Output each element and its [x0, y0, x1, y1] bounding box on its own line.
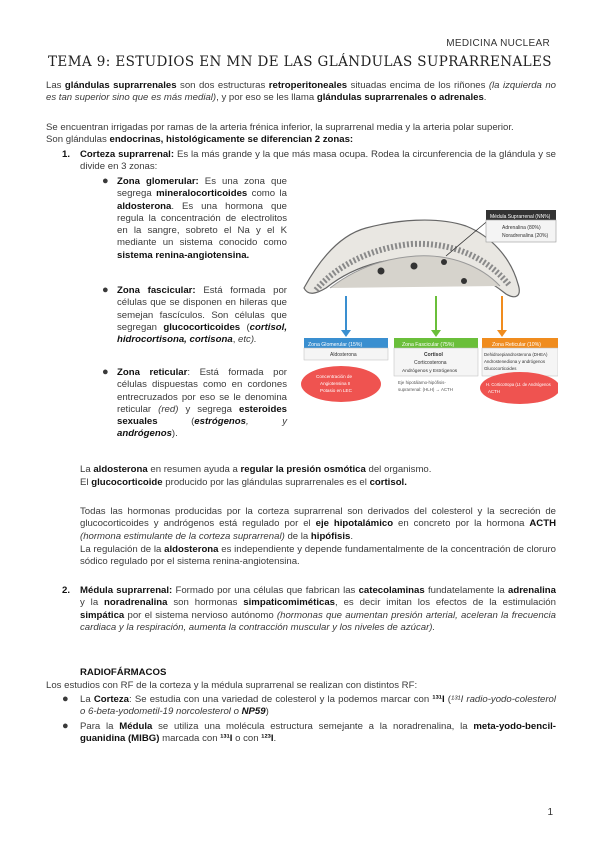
text-run: simpaticomiméticas	[243, 597, 336, 609]
reticular-line2: Androstenediona y andrógenos	[484, 359, 546, 364]
text-run: esteroides sexuales	[117, 403, 287, 428]
text-run: situadas encima de los riñones	[347, 80, 489, 91]
medulla-dot	[441, 259, 447, 265]
fascicular-title: Zona Fascicular (75%)	[402, 342, 455, 348]
text-run: aldosterona	[117, 200, 172, 212]
text-run: ,	[232, 334, 239, 346]
text-run: es independiente y depende fundamentalmente de la concentración de cloruro sódico regulado por el sistema renina-angiotensina.	[80, 544, 556, 568]
intro-paragraph	[46, 80, 556, 105]
glomerular-title: Zona Glomerular (15%)	[308, 342, 363, 348]
text-run: Formado por una células que fabrican las	[172, 585, 359, 596]
text-run: Corteza suprarrenal:	[80, 149, 175, 160]
medulla-dot	[378, 268, 385, 275]
reticular-title: Zona Reticular (10%)	[492, 342, 542, 348]
text-run: .	[350, 530, 354, 542]
text-run: , y por eso se les llama	[216, 92, 317, 104]
text-run: son hormonas	[167, 597, 244, 609]
text-run: : Está formada por células dispuestas como en cordones entrecruzados por eso se le denomina reticular	[117, 367, 287, 415]
text-run: retroperitoneales	[268, 80, 348, 91]
text-run: Es la más grande y la que más masa ocupa. Rodea la circunferencia de la glándula y se divide en 3 zonas:	[80, 149, 556, 173]
medulla-paragraph	[80, 585, 556, 634]
adrenal-figure	[296, 196, 558, 440]
medulla-line1: Adrenalina (80%)	[502, 225, 541, 231]
summary-regulation	[80, 544, 556, 569]
text-run: Corteza	[93, 694, 130, 705]
text-run: (red)	[158, 403, 179, 415]
reticular-bubble	[480, 372, 558, 404]
text-run: o con	[232, 733, 262, 745]
text-run: El	[80, 477, 92, 488]
text-run: ¹³¹I radio-yodo-colesterol o 6-beta-yodometil-19 norcolesterol o	[80, 694, 556, 718]
radio-bullet-medulla	[80, 721, 556, 746]
glomerular-bubble-2: Angiotensina II	[320, 381, 351, 386]
radio-heading: RADIOFÁRMACOS	[80, 667, 167, 678]
fascicular-note2: suprarrenal: (HLH) → ACTH	[398, 387, 453, 392]
summary-cortisol	[80, 477, 556, 489]
text-run: aldosterona	[93, 464, 148, 475]
reticular-bubble-2: ACTH	[488, 389, 500, 394]
bullet-glomerular: ●	[102, 175, 109, 187]
text-run: mineralocorticoides	[156, 188, 248, 200]
fascicular-line1: Cortisol	[424, 352, 443, 358]
text-run: (hormona estimulante de la corteza suprarrenal)	[80, 530, 285, 542]
text-run: Zona reticular	[117, 367, 188, 378]
text-run: y la	[80, 597, 105, 609]
text-run: eje hipotalámico	[315, 518, 394, 530]
text-run: glándulas suprarrenales	[64, 80, 177, 91]
medulla-box-title: Médula Suprarrenal (NN%)	[490, 214, 551, 220]
text-run: Para la	[80, 721, 120, 732]
arrow-fascicular-head	[431, 330, 441, 337]
text-run: La regulación de la	[80, 544, 165, 555]
bullet-medulla-rf: ●	[62, 720, 69, 732]
text-run: como la	[247, 188, 287, 200]
text-run: regular la presión osmótica	[240, 464, 366, 475]
text-run: se utiliza una molécula estructura semejante a la noradrenalina, la	[152, 721, 474, 732]
text-run: ¹³¹I	[220, 733, 233, 745]
text-run: Médula suprarrenal:	[80, 585, 173, 596]
text-run: por el sistema nervioso autónomo	[124, 609, 277, 621]
text-run: , y	[246, 416, 287, 428]
text-run: de la	[284, 530, 311, 542]
fascicular-line2: Corticosterona	[414, 360, 447, 366]
zones-intro	[46, 134, 556, 146]
zone-glomerular	[117, 176, 287, 262]
text-run: : Se estudia con una variedad de colesterol y la podemos marcar con	[129, 694, 433, 705]
text-run: catecolaminas	[358, 585, 425, 596]
text-run: ¹³¹I	[432, 694, 445, 705]
cortex-paragraph	[80, 149, 556, 174]
text-run: andrógenos	[117, 428, 172, 440]
text-run: del organismo.	[365, 464, 432, 475]
glomerular-line1: Aldosterona	[330, 352, 357, 358]
reticular-line3: Glucocorticoides	[484, 366, 517, 371]
text-run: simpática	[80, 609, 125, 621]
text-run: )	[265, 706, 269, 718]
page-title: TEMA 9: ESTUDIOS EN MN DE LAS GLÁNDULAS SUPRARRENALES	[48, 54, 552, 70]
text-run: glucocorticoide	[91, 477, 163, 488]
text-run: Es una zona que segrega	[117, 176, 287, 200]
fascicular-note1: Eje hipotálamo-hipófisis-	[398, 380, 446, 385]
text-run: meta-yodo-bencil-guanidina (MIBG)	[80, 721, 556, 745]
text-run: ).	[171, 428, 178, 440]
text-run: (	[240, 321, 250, 333]
summary-acth	[80, 506, 556, 543]
text-run: NP59	[241, 706, 266, 718]
medulla-line2: Noradrenalina (20%)	[502, 233, 549, 239]
text-run: La	[80, 464, 94, 475]
bullet-cortex-rf: ●	[62, 693, 69, 705]
text-run: fundatelamente la	[424, 585, 508, 596]
medulla-dot	[411, 263, 418, 270]
fascicular-line3: Andrógenos y Estrógenos	[402, 369, 458, 374]
text-run: ¹²³I	[261, 733, 274, 745]
text-run: hipófisis	[310, 530, 351, 542]
course-header: MEDICINA NUCLEAR	[446, 38, 550, 49]
text-run: noradrenalina	[104, 597, 168, 609]
summary-aldosterone	[80, 464, 556, 476]
medulla-dot	[461, 278, 467, 284]
radio-bullet-cortex	[80, 694, 556, 719]
text-run: aldosterona	[164, 544, 219, 555]
arrow-reticular-head	[497, 330, 507, 337]
text-run: y segrega	[178, 403, 239, 415]
text-run: . Es una hormona que regula la concentración de electrolitos en la sangre, sobreto el Na y el K mediante un sistema conocido como	[117, 200, 287, 249]
radio-intro: Los estudios con RF de la corteza y la médula suprarrenal se realizan con distintos RF:	[46, 680, 418, 691]
text-run: glucocorticoides	[163, 321, 241, 333]
text-run: etc).	[238, 334, 257, 346]
text-run: Está formada por células que se disponen en hileras que semejan fascículos. Son células que segregan	[117, 285, 287, 333]
text-run: .	[483, 92, 487, 104]
text-run: Las	[46, 80, 65, 91]
text-run: glándulas suprarrenales o adrenales	[316, 92, 484, 104]
glomerular-bubble-3: Potasio en LEC	[320, 388, 352, 393]
irrigation-text: Se encuentran irrigadas por ramas de la arteria frénica inferior, la suprarrenal media y la arteria polar superior.	[46, 122, 514, 133]
text-run: Zona fascicular:	[117, 285, 196, 296]
text-run: (	[157, 416, 195, 428]
bullet-reticular: ●	[102, 366, 109, 378]
text-run: (la izquierda no es tan superior sino que es más medial)	[46, 80, 557, 104]
item2-number: 2.	[62, 585, 71, 596]
text-run: Zona glomerular:	[117, 176, 199, 187]
text-run: sistema renina-angiotensina.	[117, 249, 250, 261]
text-run: marcada con	[159, 733, 221, 745]
text-run: estrógenos	[194, 416, 246, 428]
item1-number: 1.	[62, 149, 71, 160]
text-run: producido por las glándulas suprarrenales es el	[162, 477, 370, 488]
text-run: (	[444, 694, 451, 705]
arrow-glomerular-head	[341, 330, 351, 337]
glomerular-bubble-1: Concentración de	[316, 374, 353, 379]
text-run: en resumen ayuda a	[147, 464, 241, 475]
text-run: cortisol.	[369, 477, 407, 488]
text-run: La	[80, 694, 94, 705]
page-number: 1	[547, 807, 553, 818]
reticular-bubble-1: H. Corticotropa (Lt. de Andrógenos	[486, 382, 551, 387]
reticular-line1: Dehidroepiandrosterona (DHEA)	[484, 352, 548, 357]
text-run: cortisol, hidrocortisona, cortisona	[117, 321, 287, 346]
text-run: (hormonas que aumentan presión arterial, aceleran la frecuencia cardiaca y la respiración, aumenta la contracción muscular y los niveles de azúcar).	[80, 609, 556, 633]
text-run: Médula	[119, 721, 153, 732]
text-run: adrenalina	[508, 585, 556, 596]
text-run: en concreto por la hormona	[393, 518, 530, 530]
text-run: ACTH	[529, 518, 557, 530]
text-run: Son glándulas	[46, 134, 110, 145]
text-run: endocrinas, histológicamente se diferencian 2 zonas:	[109, 134, 354, 145]
text-run: .	[273, 733, 277, 745]
bullet-fascicular: ●	[102, 284, 109, 296]
zone-reticular	[117, 367, 287, 441]
text-run: son dos estructuras	[176, 80, 269, 91]
zone-fascicular	[117, 285, 287, 346]
text-run: Todas las hormonas producidas por la corteza suprarrenal son derivados del colesterol y la secreción de glucocorticoides y andrógenos está regulado por el	[80, 506, 556, 530]
text-run: , es decir imitan los efectos de la estimulación	[335, 597, 556, 609]
